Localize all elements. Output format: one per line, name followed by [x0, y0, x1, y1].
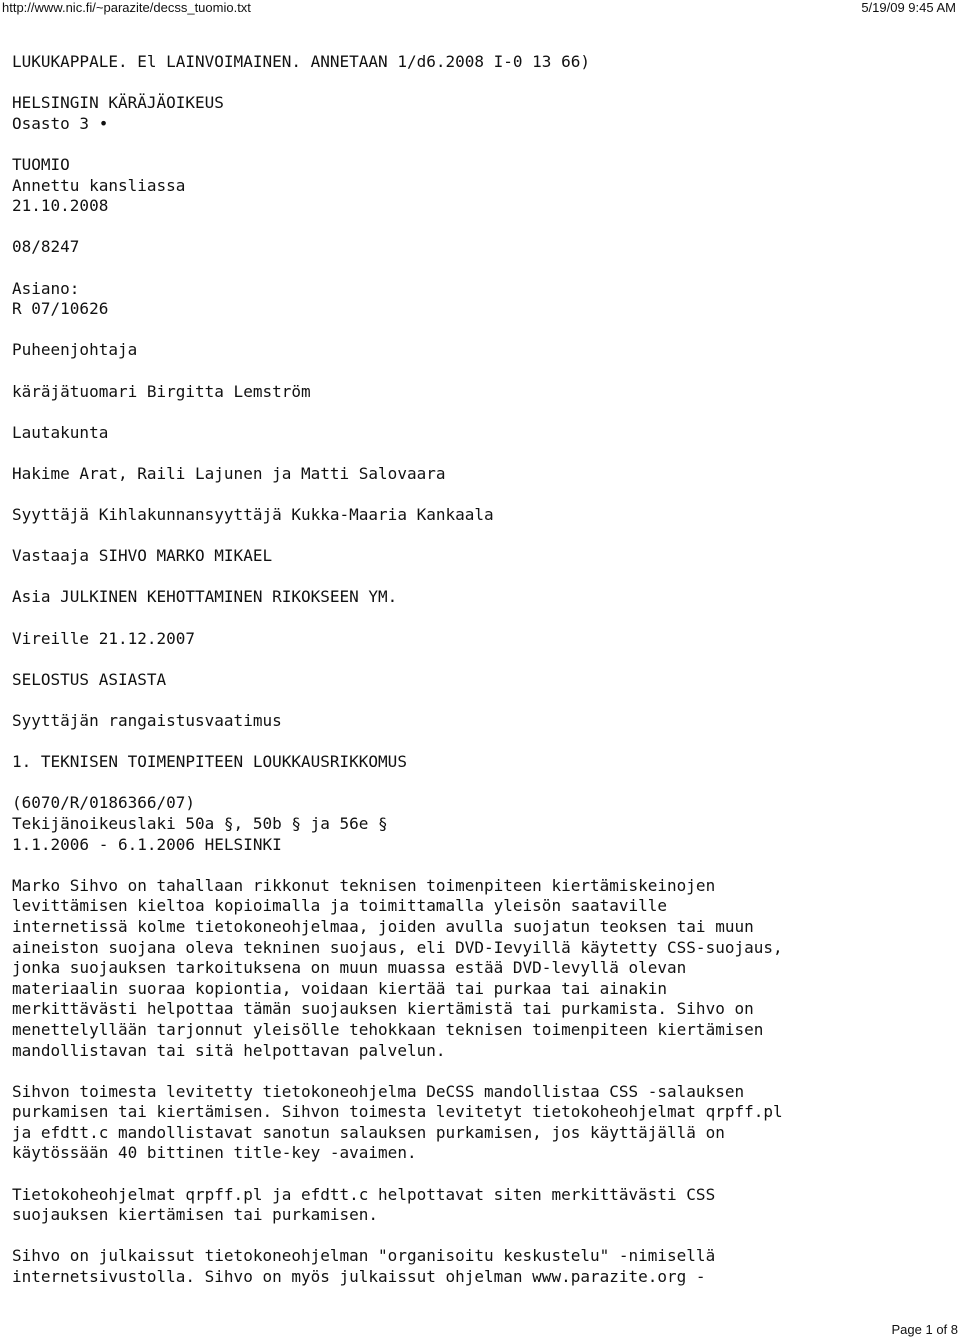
text-line: Tekijänoikeuslaki 50a §, 50b § ja 56e §	[12, 813, 388, 833]
text-line: Osasto 3 •	[12, 113, 109, 133]
text-line: HELSINGIN KÄRÄJÄOIKEUS	[12, 93, 224, 113]
text-line	[12, 690, 952, 711]
text-line: käytössään 40 bittinen title-key -avaimen.	[12, 1143, 417, 1163]
text-line	[12, 1226, 952, 1247]
text-line: Tietokoheohjelmat qrpff.pl ja efdtt.c helpottavat siten merkittävästi CSS	[12, 1184, 716, 1204]
text-line: ja efdtt.c mandollistavat sanotun salauksen purkamisen, jos käyttäjällä on	[12, 1122, 725, 1142]
text-line	[12, 258, 952, 279]
text-line: Lautakunta	[12, 422, 109, 442]
document-text	[12, 52, 952, 1288]
text-line: 21.10.2008	[12, 196, 109, 216]
text-line	[12, 484, 952, 505]
text-line: Vireille 21.12.2007	[12, 628, 196, 648]
text-line: mandollistavan tai sitä helpottavan palvelun.	[12, 1040, 446, 1060]
text-line: R 07/10626	[12, 299, 109, 319]
text-line: 1. TEKNISEN TOIMENPITEEN LOUKKAUSRIKKOMUS	[12, 752, 407, 772]
text-line: TUOMIO	[12, 154, 70, 174]
text-line: Asia JULKINEN KEHOTTAMINEN RIKOKSEEN YM.	[12, 587, 398, 607]
text-line: jonka suojauksen tarkoituksena on muun muassa estää DVD-levyllä olevan	[12, 958, 687, 978]
text-line: 1.1.2006 - 6.1.2006 HELSINKI	[12, 834, 282, 854]
text-line: merkittävästi helpottaa tämän suojauksen kiertämistä tai purkamista. Sihvo on	[12, 999, 754, 1019]
text-line	[12, 134, 952, 155]
text-line: aineiston suojana oleva tekninen suojaus, eli DVD-Ievyillä käytetty CSS-suojaus,	[12, 937, 783, 957]
text-line	[12, 732, 952, 753]
text-line	[12, 773, 952, 794]
text-line: käräjätuomari Birgitta Lemström	[12, 381, 311, 401]
text-line	[12, 217, 952, 238]
text-line: LUKUKAPPALE. El LAINVOIMAINEN. ANNETAAN 1/d6.2008 I-0 13 66)	[12, 52, 590, 71]
text-line	[12, 443, 952, 464]
text-line	[12, 649, 952, 670]
text-line	[12, 402, 952, 423]
text-line: Syyttäjän rangaistusvaatimus	[12, 711, 282, 730]
text-line: suojauksen kiertämisen tai purkamisen.	[12, 1205, 379, 1225]
page-number: Page 1 of 8	[891, 1322, 958, 1337]
text-line: internetsivustolla. Sihvo on myös julkaissut ohjelman www.parazite.org -	[12, 1267, 706, 1287]
text-line: 08/8247	[12, 237, 80, 257]
text-line: Syyttäjä Kihlakunnansyyttäjä Kukka-Maaria Kankaala	[12, 505, 494, 525]
text-line: (6070/R/0186366/07)	[12, 793, 196, 813]
text-line: Annettu kansliassa	[12, 175, 186, 195]
text-line	[12, 1061, 952, 1082]
text-line: Hakime Arat, Raili Lajunen ja Matti Salovaara	[12, 463, 446, 483]
text-line	[12, 526, 952, 547]
text-line: Asiano:	[12, 278, 80, 298]
text-line: Sihvo on julkaissut tietokoneohjelman "organisoitu keskustelu" -nimisellä	[12, 1246, 716, 1266]
text-line: Vastaaja SIHVO MARKO MIKAEL	[12, 546, 273, 566]
text-line: materiaalin suoraa kopiontia, voidaan kiertää tai purkaa tai ainakin	[12, 978, 668, 998]
text-line: internetissä kolme tietokoneohjelmaa, joiden avulla suojatun teoksen tai muun	[12, 916, 754, 936]
text-line	[12, 73, 952, 94]
text-line	[12, 567, 952, 588]
text-line: purkamisen tai kiertämisen. Sihvon toimesta levitetyt tietokoheohjelmat qrpff.pl	[12, 1102, 783, 1122]
text-line	[12, 361, 952, 382]
text-line: SELOSTUS ASIASTA	[12, 669, 167, 689]
text-line	[12, 320, 952, 341]
text-line	[12, 855, 952, 876]
text-line	[12, 608, 952, 629]
text-line: Sihvon toimesta levitetty tietokoneohjelma DeCSS mandollistaa CSS -salauksen	[12, 1081, 745, 1101]
print-header-url: http://www.nic.fi/~parazite/decss_tuomio.txt	[2, 0, 251, 15]
text-line: Puheenjohtaja	[12, 340, 138, 360]
text-line: menettelyllään tarjonnut yleisölle tehokkaan teknisen toimenpiteen kiertämisen	[12, 1019, 764, 1039]
print-header-date: 5/19/09 9:45 AM	[861, 0, 956, 15]
text-line: Marko Sihvo on tahallaan rikkonut teknisen toimenpiteen kiertämiskeinojen	[12, 875, 716, 895]
text-line: levittämisen kieltoa kopioimalla ja toimittamalla yleisön saataville	[12, 896, 668, 916]
text-line	[12, 1164, 952, 1185]
